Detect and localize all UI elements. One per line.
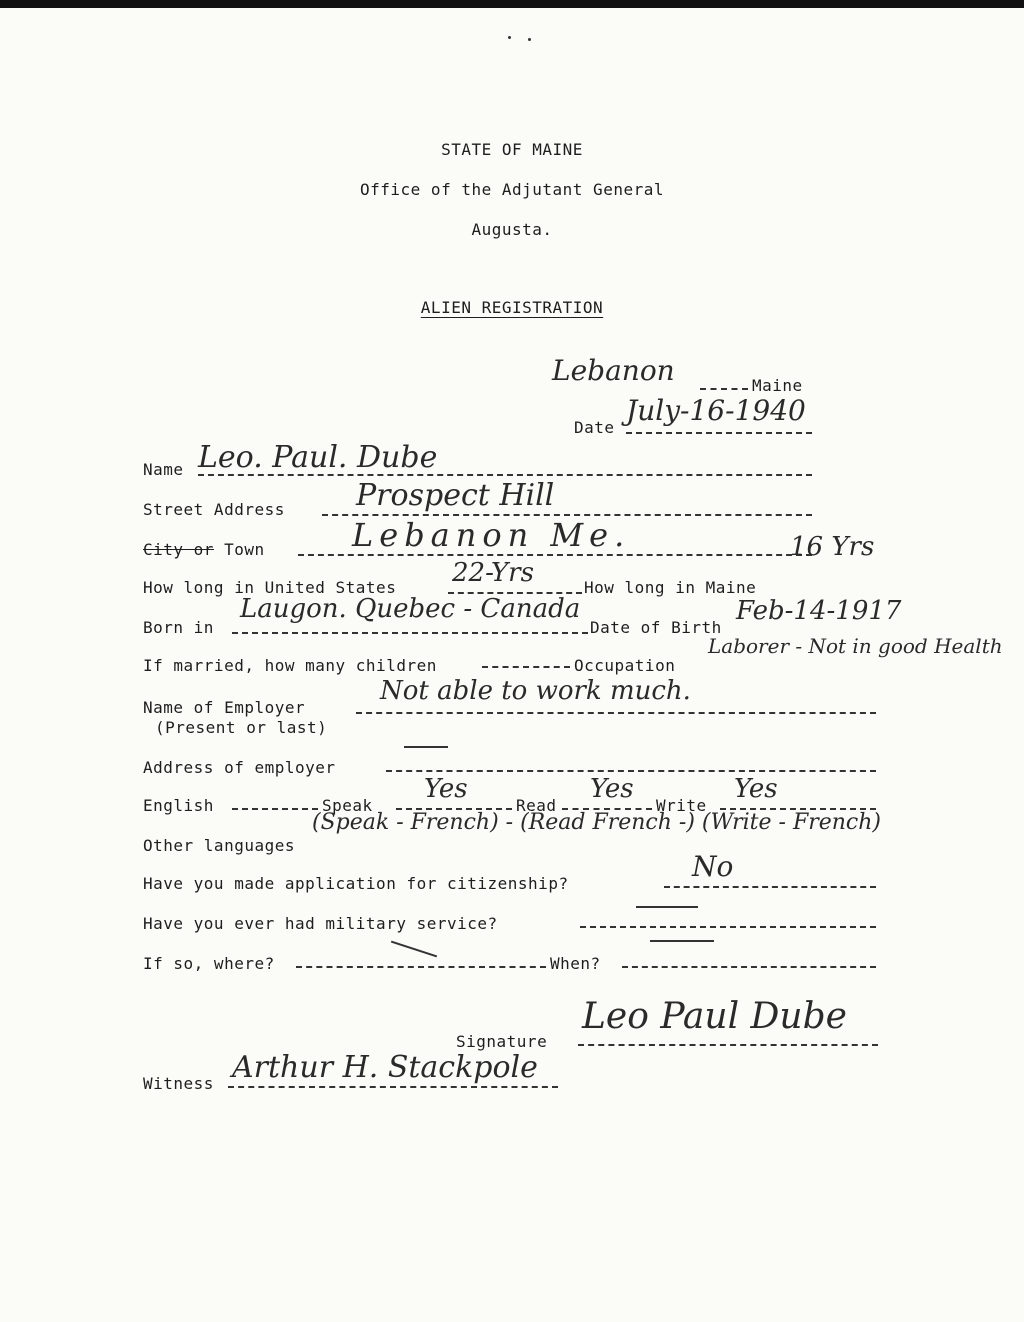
- handwritten-dash: [391, 941, 437, 958]
- maine-label: Maine: [752, 376, 803, 395]
- military-label: Have you ever had military service?: [143, 914, 498, 933]
- signature-label: Signature: [456, 1032, 548, 1051]
- date-label: Date: [574, 418, 615, 437]
- occupation-label: Occupation: [574, 656, 676, 675]
- blank-line: [386, 770, 876, 772]
- town-label: [143, 540, 265, 559]
- handwritten-dash: [636, 906, 698, 908]
- employer-label: Name of Employer: [143, 698, 306, 717]
- where-label: If so, where?: [143, 954, 275, 973]
- scan-top-border: [0, 0, 1024, 8]
- children-label: If married, how many children: [143, 656, 437, 675]
- town-label-text: Town: [224, 540, 265, 559]
- other-languages-label: Other languages: [143, 836, 295, 855]
- city-struck-label: City or: [143, 540, 214, 559]
- write-label: Write: [656, 796, 707, 815]
- employer-address-label: Address of employer: [143, 758, 336, 777]
- town-value: Lebanon Me.: [352, 516, 631, 554]
- blank-line: [232, 808, 318, 810]
- how-long-me-label: How long in Maine: [584, 578, 757, 597]
- blank-line: [198, 474, 812, 476]
- form-title-text: ALIEN REGISTRATION: [420, 298, 604, 317]
- street-value: Prospect Hill: [356, 478, 555, 513]
- occupation-value: Laborer - Not in good Health: [708, 634, 1003, 658]
- blank-line: [228, 1086, 558, 1088]
- signature-value: Leo Paul Dube: [582, 996, 847, 1037]
- english-label: English: [143, 796, 214, 815]
- citizenship-value: No: [692, 850, 734, 883]
- blank-line: [580, 926, 876, 928]
- blank-line: [622, 966, 876, 968]
- other-languages-value: (Speak - French) - (Read French -) (Write - French): [312, 810, 881, 835]
- town-handwritten: Lebanon: [552, 354, 675, 387]
- name-value: Leo. Paul. Dube: [198, 440, 438, 475]
- write-value: Yes: [734, 774, 778, 804]
- form-title: [0, 298, 1024, 317]
- read-value: Yes: [590, 774, 634, 804]
- how-long-us-label: How long in United States: [143, 578, 397, 597]
- when-label: When?: [550, 954, 601, 973]
- how-long-me-value: 16 Yrs: [790, 532, 875, 562]
- blank-line: [626, 432, 812, 434]
- scan-mark: [528, 38, 531, 41]
- handwritten-dash: [404, 746, 448, 748]
- blank-line: [664, 886, 876, 888]
- how-long-us-value: 22-Yrs: [452, 558, 534, 588]
- state-heading: STATE OF MAINE: [441, 140, 583, 159]
- scan-mark: [508, 36, 511, 39]
- handwritten-dash: [650, 940, 714, 942]
- read-label: Read: [516, 796, 557, 815]
- born-value: Laugon. Quebec - Canada: [240, 594, 581, 624]
- blank-line: [482, 666, 570, 668]
- blank-line: [578, 1044, 878, 1046]
- dob-value: Feb-14-1917: [736, 596, 902, 626]
- employer-sublabel: (Present or last): [155, 718, 328, 737]
- street-label: Street Address: [143, 500, 285, 519]
- name-label: Name: [143, 460, 184, 479]
- speak-label: Speak: [322, 796, 373, 815]
- witness-value: Arthur H. Stackpole: [232, 1050, 538, 1085]
- blank-line: [298, 554, 812, 556]
- city-heading: Augusta.: [471, 220, 553, 239]
- blank-line: [232, 632, 588, 634]
- blank-line: [296, 966, 546, 968]
- date-value: July-16-1940: [626, 394, 806, 427]
- speak-value: Yes: [424, 774, 468, 804]
- blank-line: [700, 388, 748, 390]
- witness-label: Witness: [143, 1074, 214, 1093]
- born-label: Born in: [143, 618, 214, 637]
- citizenship-label: Have you made application for citizenship?: [143, 874, 569, 893]
- blank-line: [356, 712, 876, 714]
- employer-value: Not able to work much.: [380, 676, 691, 706]
- office-heading: Office of the Adjutant General: [360, 180, 664, 199]
- dob-label: Date of Birth: [590, 618, 722, 637]
